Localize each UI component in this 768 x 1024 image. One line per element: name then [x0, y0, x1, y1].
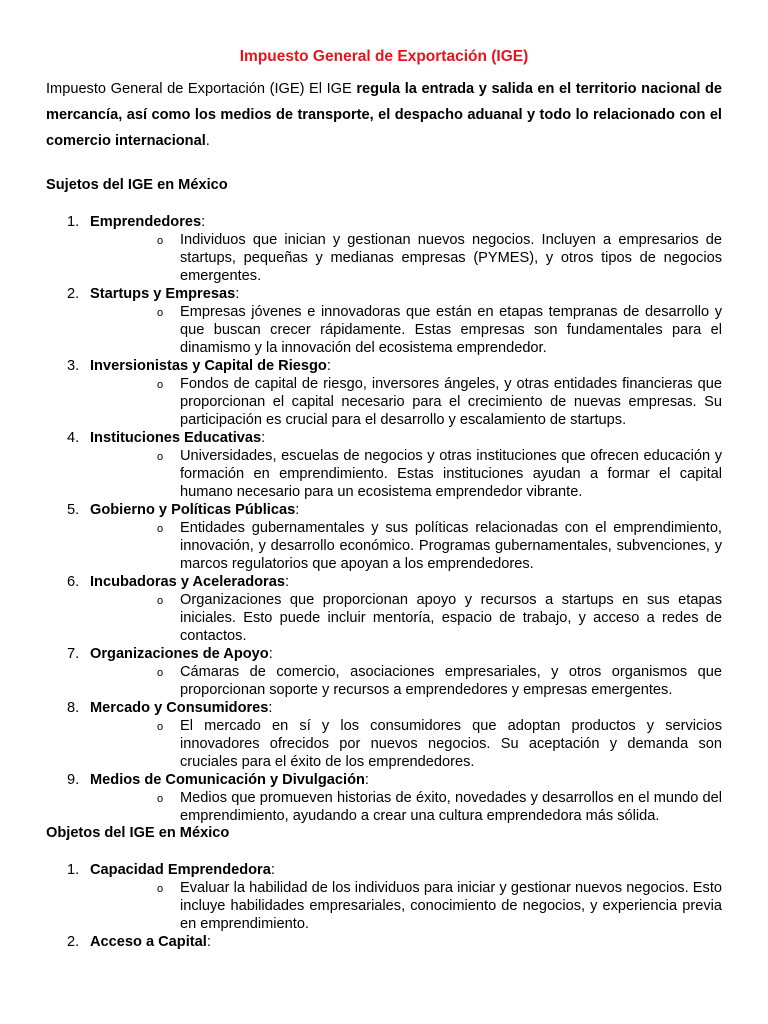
list-item [46, 645, 722, 699]
list-item-number: 4. [67, 430, 80, 446]
sub-bullet-text: El mercado en sí y los consumidores que adoptan productos y servicios innovadores ofrecidos por nuevos negocios. Su aceptación y demanda son cruciales para el éxito de los emprendedores. [180, 718, 722, 770]
circle-bullet-icon: o [157, 667, 164, 679]
circle-bullet-icon: o [157, 523, 164, 535]
sujetos-list [46, 213, 722, 825]
sub-bullet-text: Fondos de capital de riesgo, inversores ángeles, y otras entidades financieras que proporcionan el capital necesario para el crecimiento de nuevas empresas. Su participación es crucial para el desarrollo y escalamiento de startups. [180, 376, 722, 428]
list-item [46, 933, 722, 951]
list-item-title: Startups y Empresas [90, 286, 236, 302]
list-item [46, 285, 722, 357]
list-item-title: Emprendedores [90, 214, 202, 230]
list-item-colon: : [201, 214, 206, 230]
list-item-title: Mercado y Consumidores [90, 700, 269, 716]
list-item-title: Incubadoras y Aceleradoras [90, 574, 285, 590]
list-item-number: 1. [67, 214, 80, 230]
sub-bullet-text: Evaluar la habilidad de los individuos para iniciar y gestionar nuevos negocios. Esto incluye habilidades empresariales, conocimiento de negocios, y experiencia previa en emprendimiento. [180, 880, 722, 932]
list-item [46, 429, 722, 501]
list-item-title: Organizaciones de Apoyo [90, 646, 269, 662]
intro-text: Impuesto General de Exportación (IGE) El IGE [46, 81, 357, 97]
sub-bullet-text: Individuos que inician y gestionan nuevos negocios. Incluyen a empresarios de startups, pequeñas y medianas empresas (PYMES), y otros tipos de negocios emergentes. [180, 232, 722, 284]
list-item-colon: : [235, 286, 240, 302]
list-item-number: 9. [67, 772, 80, 788]
sub-bullet-item [90, 717, 722, 771]
sub-bullet-item [90, 663, 722, 699]
list-item-title: Capacidad Emprendedora [90, 862, 271, 878]
sub-bullet-text: Organizaciones que proporcionan apoyo y recursos a startups en sus etapas iniciales. Esto puede incluir mentoría, espacio de trabajo, y acceso a redes de contactos. [180, 592, 722, 644]
section-heading-objetos: Objetos del IGE en México [46, 825, 230, 841]
sub-bullet-item [90, 789, 722, 825]
list-item-title: Acceso a Capital [90, 934, 207, 950]
section-heading-sujetos: Sujetos del IGE en México [46, 177, 228, 193]
list-item-colon: : [268, 700, 273, 716]
intro-end: . [205, 133, 210, 149]
circle-bullet-icon: o [157, 235, 164, 247]
circle-bullet-icon: o [157, 883, 164, 895]
list-item-colon: : [206, 934, 211, 950]
list-item-colon: : [268, 646, 273, 662]
list-item-number: 8. [67, 700, 80, 716]
sub-bullet-item [90, 447, 722, 501]
circle-bullet-icon: o [157, 721, 164, 733]
list-item-number: 1. [67, 862, 80, 878]
objetos-list [46, 861, 722, 951]
list-item-number: 2. [67, 934, 80, 950]
circle-bullet-icon: o [157, 379, 164, 391]
list-item [46, 357, 722, 429]
list-item [46, 501, 722, 573]
sub-bullet-text: Empresas jóvenes e innovadoras que están en etapas tempranas de desarrollo y que buscan crecer rápidamente. Estas empresas son fundamentales para el dinamismo y la innovación del ecosistema emprendedor. [180, 304, 722, 356]
sub-bullet-item [90, 231, 722, 285]
list-item-title: Medios de Comunicación y Divulgación [90, 772, 365, 788]
list-item-title: Instituciones Educativas [90, 430, 262, 446]
sub-bullet-item [90, 879, 722, 933]
circle-bullet-icon: o [157, 793, 164, 805]
list-item [46, 699, 722, 771]
list-item-number: 6. [67, 574, 80, 590]
circle-bullet-icon: o [157, 595, 164, 607]
list-item-number: 3. [67, 358, 80, 374]
sub-bullet-item [90, 303, 722, 357]
intro-paragraph [46, 76, 722, 154]
circle-bullet-icon: o [157, 307, 164, 319]
sub-bullet-text: Cámaras de comercio, asociaciones empresariales, y otros organismos que proporcionan soporte y recursos a emprendedores y empresas emergentes. [180, 664, 722, 698]
sub-bullet-item [90, 375, 722, 429]
intro-bold-text: regula la entrada y salida en el territorio nacional de mercancía, así como los medios de transporte, el despacho aduanal y todo lo relacionado con el comercio internacional [46, 81, 722, 149]
list-item [46, 771, 722, 825]
list-item-number: 2. [67, 286, 80, 302]
list-item-colon: : [284, 574, 289, 590]
document-title: Impuesto General de Exportación (IGE) [239, 48, 529, 65]
list-item-title: Gobierno y Políticas Públicas [90, 502, 296, 518]
list-item [46, 861, 722, 933]
circle-bullet-icon: o [157, 451, 164, 463]
list-item-colon: : [364, 772, 369, 788]
list-item-colon: : [270, 862, 275, 878]
sub-bullet-text: Entidades gubernamentales y sus políticas relacionadas con el emprendimiento, innovación, y desarrollo económico. Programas gubernamentales, subvenciones, y marcos regulatorios que apoyan a los emprendedores. [180, 520, 722, 572]
list-item-colon: : [295, 502, 300, 518]
list-item-colon: : [261, 430, 266, 446]
sub-bullet-text: Universidades, escuelas de negocios y otras instituciones que ofrecen educación y formación en emprendimiento. Estas instituciones ayudan a formar el capital humano necesario para un ecosistema emprendedor vibrante. [180, 448, 722, 500]
list-item-number: 7. [67, 646, 80, 662]
list-item-number: 5. [67, 502, 80, 518]
sub-bullet-item [90, 591, 722, 645]
list-item [46, 573, 722, 645]
list-item-title: Inversionistas y Capital de Riesgo [90, 358, 327, 374]
sub-bullet-text: Medios que promueven historias de éxito, novedades y desarrollos en el mundo del emprendimiento, ayudando a crear una cultura emprendedora más sólida. [180, 790, 722, 824]
list-item-colon: : [326, 358, 331, 374]
list-item [46, 213, 722, 285]
sub-bullet-item [90, 519, 722, 573]
